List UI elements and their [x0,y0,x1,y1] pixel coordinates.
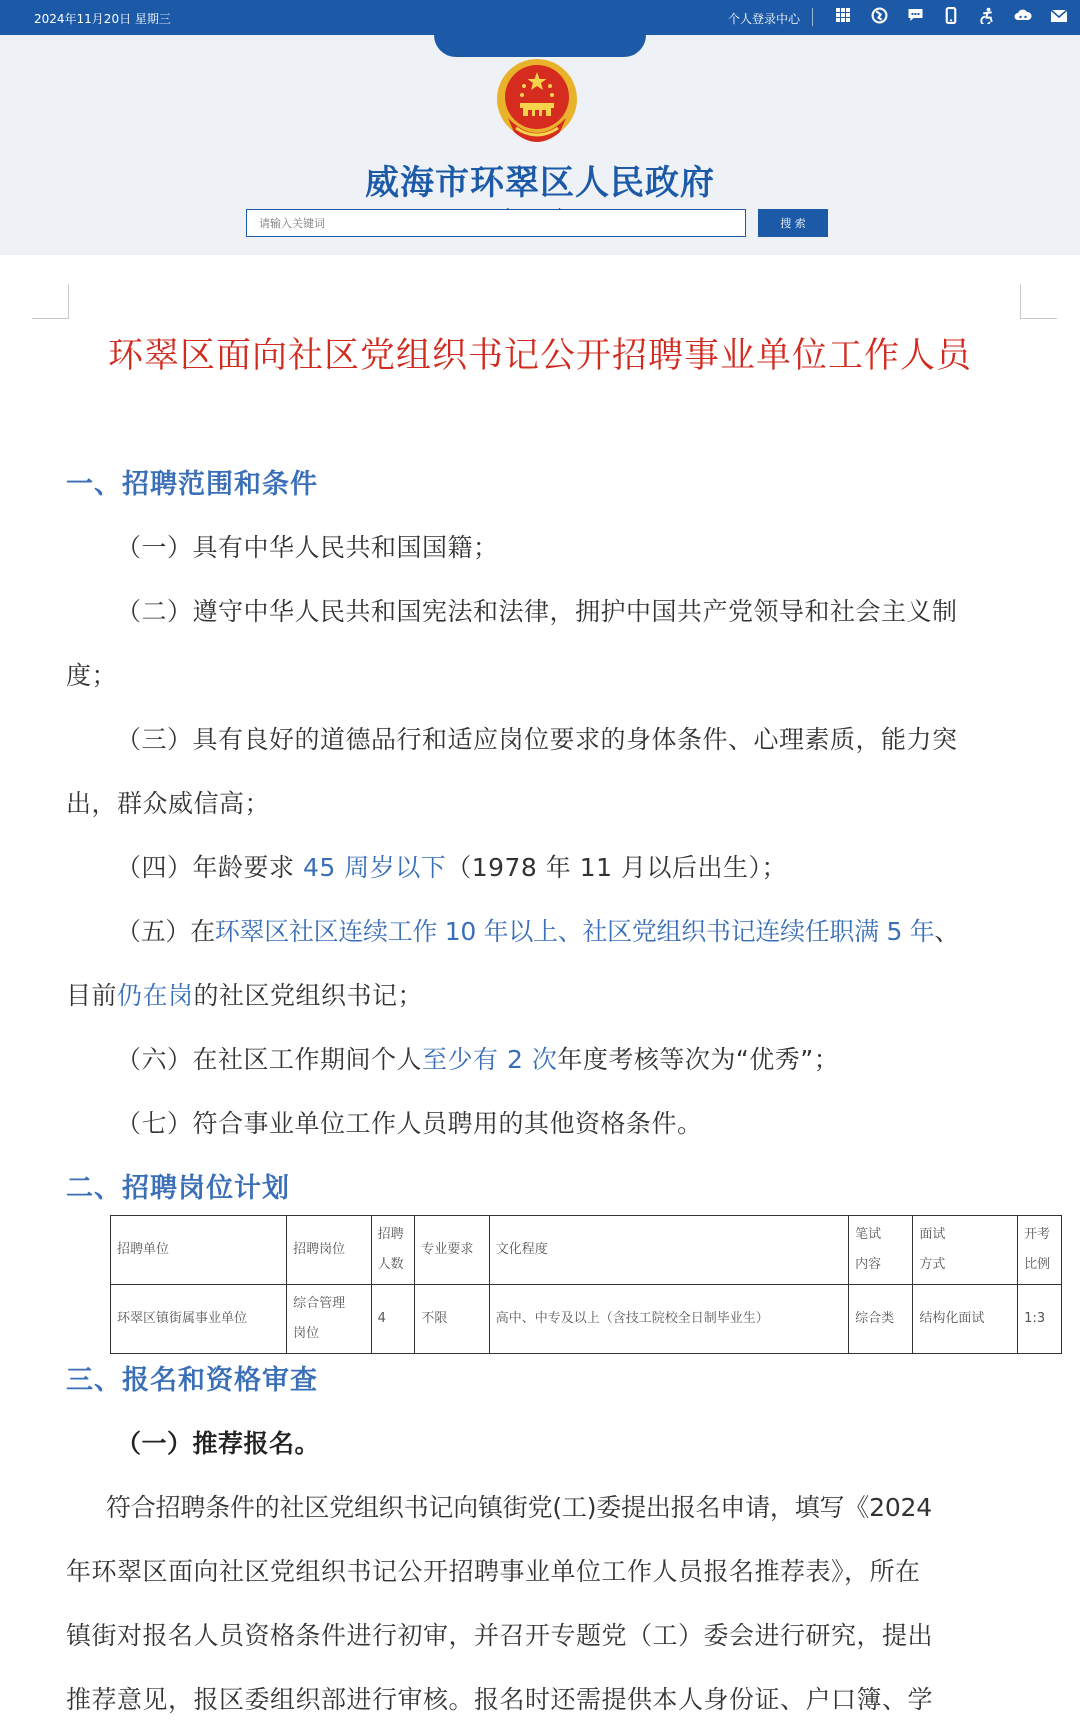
corner-mark-left [32,284,69,319]
cell-text: 综合管理 [293,1296,346,1311]
header-cell [489,1216,848,1285]
table-cell: 综合类 [849,1285,913,1354]
message-icon[interactable] [904,7,926,29]
text-segment: （1978 年 11 月以后出生）； [446,853,787,882]
header-text: 开考 [1024,1227,1051,1242]
header-text: 方式 [919,1257,946,1272]
grid-icon[interactable] [832,7,854,29]
header-text: 文化程度 [495,1242,548,1257]
sub-heading [116,1424,1072,1460]
table-cell [287,1285,372,1354]
condition-item-5 [116,912,1072,948]
table-cell: 结构化面试 [913,1285,1018,1354]
condition-item-1: （一）具有中华人民共和国国籍； [116,533,499,562]
body-paragraph-line: 镇街对报名人员资格条件进行初审，并召开专题党（工）委会进行研究，提出 [66,1621,934,1650]
header-text: 招聘单位 [117,1242,170,1257]
body-paragraph-line: 年环翠区面向社区党组织书记公开招聘事业单位工作人员报名推荐表》，所在 [66,1557,921,1586]
corner-mark-right [1020,284,1057,319]
highlight-text: 至少有 2 次 [422,1045,558,1074]
table-cell: 4 [371,1285,415,1354]
header-cell [111,1216,287,1285]
site-header [0,35,1080,255]
header-cell [1018,1216,1062,1285]
sub-heading-text: （一）推荐报名。 [116,1429,321,1458]
login-center-link[interactable]: 个人登录中心 [728,12,801,26]
header-cell [913,1216,1018,1285]
table-cell: 1:3 [1018,1285,1062,1354]
highlight-text: 45 周岁以下 [302,853,447,882]
header-text: 比例 [1024,1257,1051,1272]
condition-item-2: （二）遵守中华人民共和国宪法和法律，拥护中国共产党领导和社会主义制 [116,597,958,626]
table-row [111,1285,1062,1354]
header-text: 人数 [377,1257,404,1272]
recruitment-plan-table [110,1215,1062,1354]
header-cell [371,1216,415,1285]
mail-icon[interactable] [1048,7,1070,29]
condition-item-5-cont [66,976,1022,1012]
condition-item-3: （三）具有良好的道德品行和适应岗位要求的身体条件、心理素质，能力突 [116,725,958,754]
highlight-text: 环翠区社区连续工作 10 年以上、社区党组织书记连续任职满 5 年 [214,917,935,946]
condition-item-6 [116,1040,1072,1076]
text-segment: 年度考核等次为“优秀”； [557,1045,840,1074]
text-segment: （六）在社区工作期间个人 [116,1045,423,1074]
table-header-row [111,1216,1062,1285]
national-emblem-logo [494,56,580,146]
condition-item-7: （七）符合事业单位工作人员聘用的其他资格条件。 [116,1109,703,1138]
text-segment: 的社区党组织书记； [193,981,424,1010]
text-segment: （四）年龄要求 [116,853,303,882]
condition-item-3-cont: 出，群众威信高； [66,789,271,818]
body-paragraph-line: 推荐意见，报区委组织部进行审核。报名时还需提供本人身份证、户口簿、学 [66,1685,934,1714]
header-text: 内容 [855,1257,882,1272]
top-bar [0,0,1080,35]
search-input[interactable] [246,209,746,237]
body-paragraph-line: 符合招聘条件的社区党组织书记向镇街党(工)委提出报名申请，填写《2024 [106,1493,932,1522]
header-cell [287,1216,372,1285]
condition-item-4 [116,848,1072,884]
table-cell: 高中、中专及以上（含技工院校全日制毕业生） [489,1285,848,1354]
section-heading-3: 三、报名和资格审查 [66,1365,318,1396]
search-button[interactable]: 搜 索 [758,209,828,237]
highlight-text: 仍在岗 [117,981,194,1010]
table-cell: 不限 [415,1285,489,1354]
header-text: 招聘岗位 [293,1242,346,1257]
emblem-tab [434,35,646,57]
date-text: 2024年11月20日 星期三 [34,12,171,26]
text-segment: （五）在 [116,917,215,946]
section-heading-1: 一、招聘范围和条件 [66,469,318,500]
accessibility-icon[interactable] [976,7,998,29]
header-cell [849,1216,913,1285]
text-segment: 目前 [66,981,118,1010]
header-text: 招聘 [377,1227,404,1242]
header-text: 面试 [919,1227,946,1242]
table-cell: 环翠区镇街属事业单位 [111,1285,287,1354]
toolbar-icons [832,7,1070,29]
globe-icon[interactable] [868,7,890,29]
mobile-icon[interactable] [940,7,962,29]
condition-item-2-cont: 度； [66,661,118,690]
article-title: 环翠区面向社区党组织书记公开招聘事业单位工作人员 [107,336,972,376]
divider [812,8,813,26]
cloud-icon[interactable] [1012,7,1034,29]
cell-text: 岗位 [293,1326,320,1341]
site-title[interactable]: 威海市环翠区人民政府 [365,163,715,203]
header-cell [415,1216,489,1285]
header-text: 专业要求 [421,1242,474,1257]
text-segment: 、 [934,917,960,946]
header-text: 笔试 [855,1227,882,1242]
section-heading-2: 二、招聘岗位计划 [66,1173,290,1204]
